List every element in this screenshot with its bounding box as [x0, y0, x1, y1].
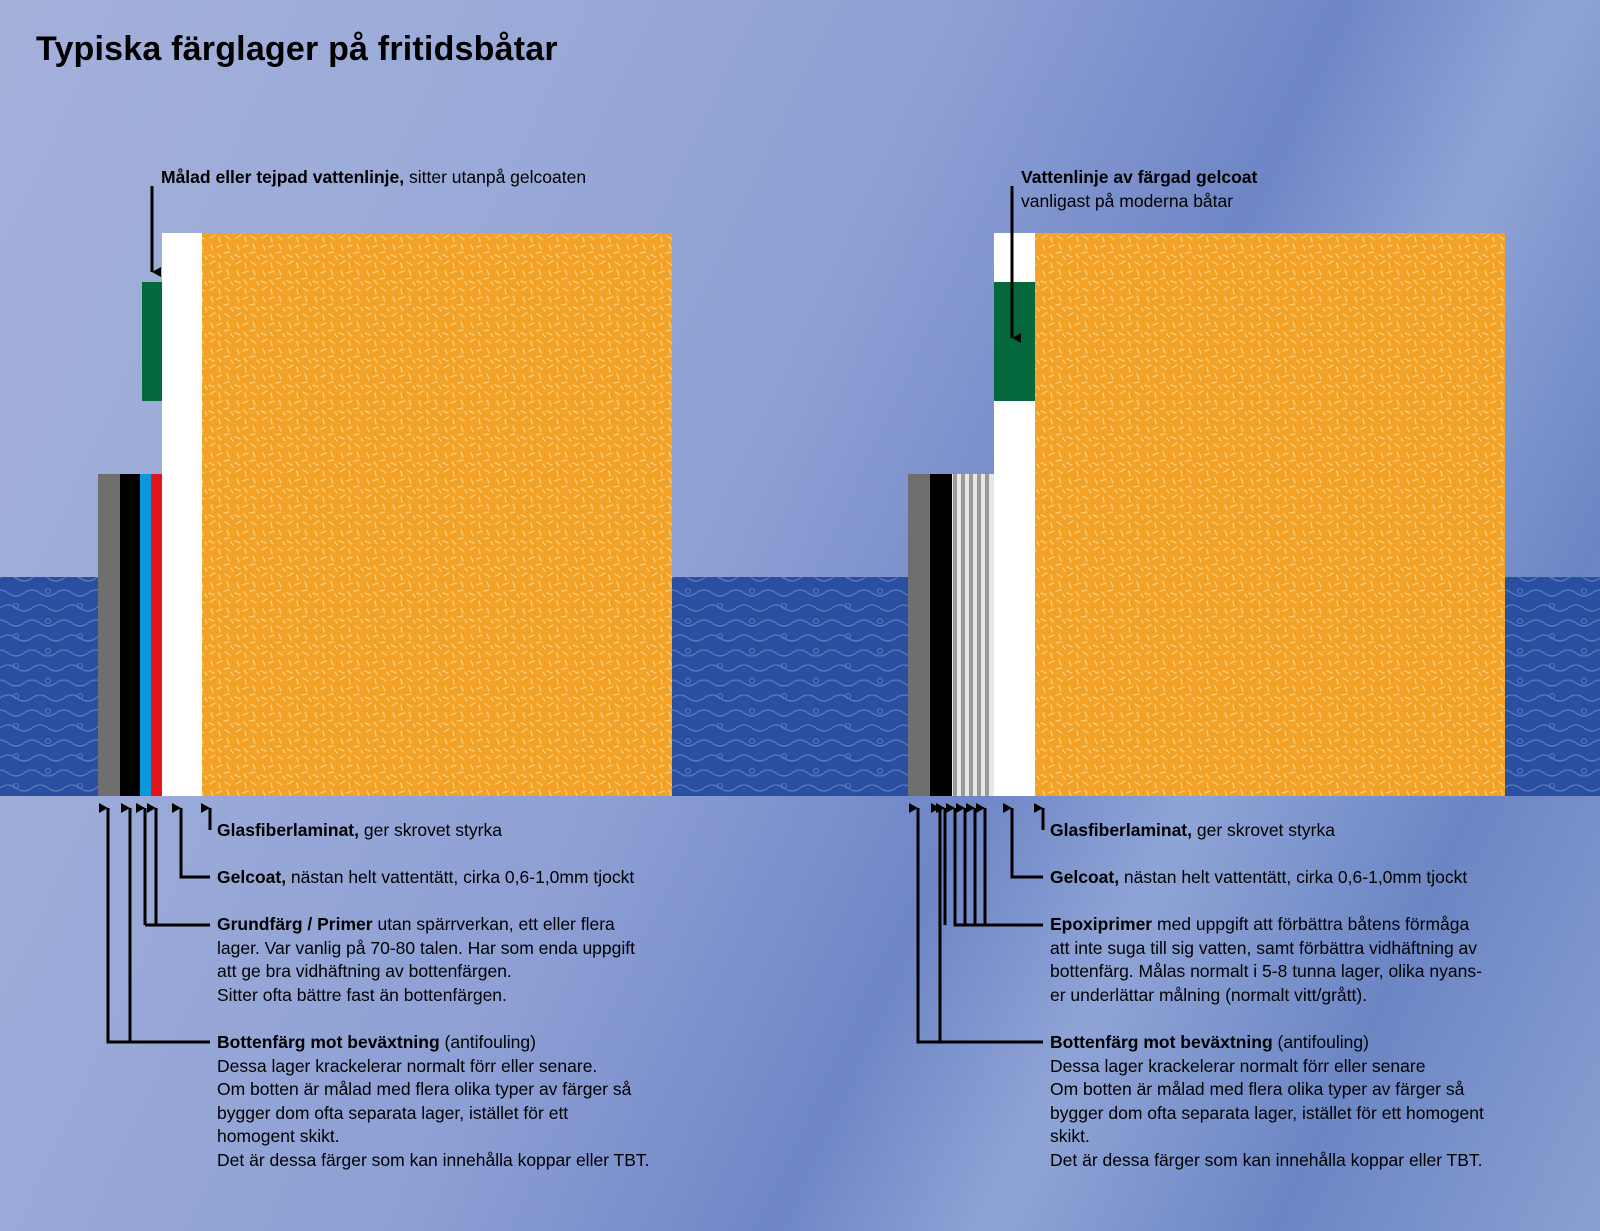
- left-antifouling-grey: [98, 474, 120, 796]
- left-gelcoat-label: Gelcoat, nästan helt vattentätt, cirka 0,6-1,0mm tjockt: [217, 867, 635, 887]
- right-laminate: [1035, 233, 1505, 796]
- right-primer-label: Epoxiprimer med uppgift att förbättra båtens förmåga att inte suga till sig vatten, samt förbättra vidhäftning av bottenfärg. Målas normalt i 5-8 tunna lager, olika nyans- er underlättar målning (normalt vitt/grått).: [1050, 914, 1482, 1005]
- right-primer-leader: [955, 808, 1043, 925]
- left-gelcoat: [162, 233, 202, 796]
- left-antifouling-black: [120, 474, 140, 796]
- left-gelcoat-leader: [181, 808, 210, 877]
- left-hull-section: [98, 233, 672, 796]
- right-laminate-label: Glasfiberlaminat, ger skrovet styrka: [1050, 820, 1335, 840]
- left-antifouling-label: Bottenfärg mot beväxtning (antifouling) Dessa lager krackelerar normalt förr eller senare. Om botten är målad med flera olika typer av färger så bygger dom ofta separata lager, istället för ett homogent skikt. Det är dessa färger som kan innehålla koppar eller TBT.: [217, 1032, 650, 1170]
- left-primer-red: [151, 474, 162, 796]
- left-laminate-label: Glasfiberlaminat, ger skrovet styrka: [217, 820, 502, 840]
- right-hull-section: [908, 233, 1505, 796]
- right-antifouling-grey: [908, 474, 930, 796]
- left-primer-leader: [156, 808, 210, 925]
- page-title: Typiska färglager på fritidsbåtar: [36, 30, 558, 68]
- left-painted-waterline: [142, 282, 162, 401]
- left-primer-label: Grundfärg / Primer utan spärrverkan, ett eller flera lager. Var vanlig på 70-80 talen. Har som enda uppgift att ge bra vidhäftning av bottenfärgen. Sitter ofta bättre fast än bottenfärgen.: [217, 914, 635, 1005]
- left-laminate: [202, 233, 672, 796]
- right-antifouling-label: Bottenfärg mot beväxtning (antifouling) Dessa lager krackelerar normalt förr eller senare Om botten är målad med flera olika typer av färger så bygger dom ofta separata lager, istället för ett homogent skikt. Det är dessa färger som kan innehålla koppar eller TBT.: [1050, 1032, 1484, 1170]
- right-waterline-label: Vattenlinje av färgad gelcoat vanligast på moderna båtar: [1021, 167, 1258, 211]
- right-antifouling-black: [930, 474, 952, 796]
- right-gelcoat-leader: [1012, 808, 1043, 877]
- right-epoxy-primer-stripes: [952, 474, 994, 796]
- right-gelcoat-label: Gelcoat, nästan helt vattentätt, cirka 0,6-1,0mm tjockt: [1050, 867, 1468, 887]
- left-waterline-label: Målad eller tejpad vattenlinje, sitter utanpå gelcoaten: [161, 167, 587, 187]
- left-primer-blue: [140, 474, 151, 796]
- right-colored-gelcoat-waterline: [994, 282, 1035, 401]
